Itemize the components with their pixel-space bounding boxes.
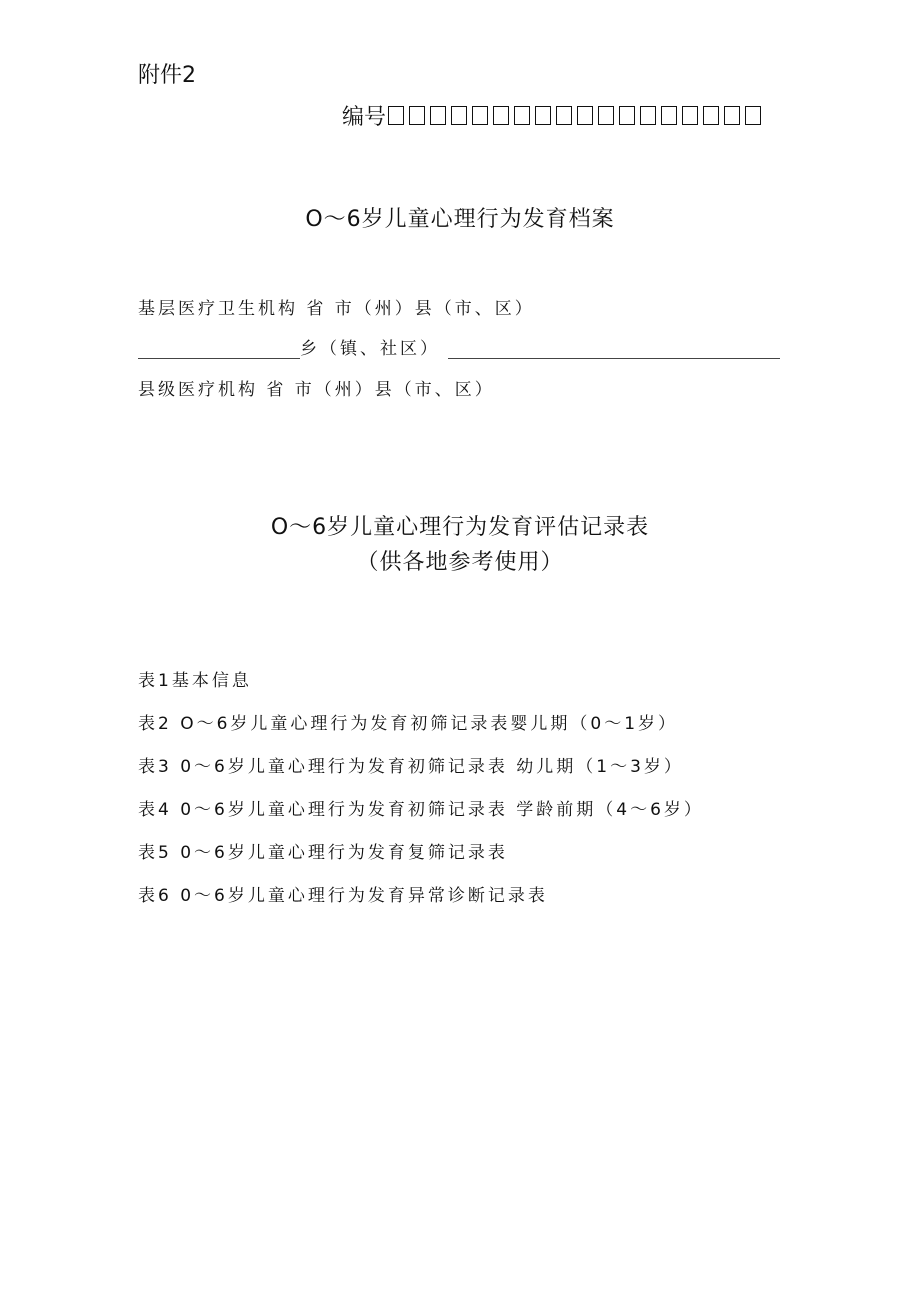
form-subtitle: （供各地参考使用）	[356, 550, 564, 575]
serial-digit-box	[640, 106, 656, 125]
serial-digit-box	[682, 106, 698, 125]
serial-digit-box	[451, 106, 467, 125]
serial-number-field	[342, 100, 766, 131]
table-list-item: 表5 0～6岁儿童心理行为发育复筛记录表	[138, 843, 508, 863]
archive-title: O～6岁儿童心理行为发育档案	[305, 207, 615, 232]
township-blank	[138, 340, 300, 359]
primary-institution-line: 基层医疗卫生机构 省 市（州）县（市、区）	[138, 299, 535, 319]
township-line	[138, 334, 780, 359]
form-title: O～6岁儿童心理行为发育评估记录表	[270, 515, 650, 540]
serial-digit-box	[661, 106, 677, 125]
serial-digit-box	[388, 106, 404, 125]
serial-box-row	[388, 106, 766, 125]
serial-digit-box	[472, 106, 488, 125]
attachment-label: 附件2	[138, 63, 196, 88]
serial-digit-box	[556, 106, 572, 125]
serial-digit-box	[535, 106, 551, 125]
serial-digit-box	[409, 106, 425, 125]
serial-digit-box	[703, 106, 719, 125]
serial-digit-box	[745, 106, 761, 125]
serial-digit-box	[514, 106, 530, 125]
township-label: 乡（镇、社区）	[300, 339, 440, 359]
table-list-item: 表2 O～6岁儿童心理行为发育初筛记录表婴儿期（0～1岁）	[138, 714, 679, 734]
serial-digit-box	[724, 106, 740, 125]
serial-digit-box	[493, 106, 509, 125]
table-list-item: 表6 0～6岁儿童心理行为发育异常诊断记录表	[138, 886, 548, 906]
serial-digit-box	[598, 106, 614, 125]
table-list-item: 表3 0～6岁儿童心理行为发育初筛记录表 幼儿期（1～3岁）	[138, 757, 684, 777]
community-blank	[448, 340, 780, 359]
table-list-item: 表4 0～6岁儿童心理行为发育初筛记录表 学龄前期（4～6岁）	[138, 800, 704, 820]
table-list-item: 表1基本信息	[138, 671, 252, 691]
serial-digit-box	[577, 106, 593, 125]
serial-digit-box	[430, 106, 446, 125]
serial-digit-box	[619, 106, 635, 125]
serial-label: 编号	[342, 105, 387, 130]
county-institution-line: 县级医疗机构 省 市（州）县（市、区）	[138, 380, 495, 400]
